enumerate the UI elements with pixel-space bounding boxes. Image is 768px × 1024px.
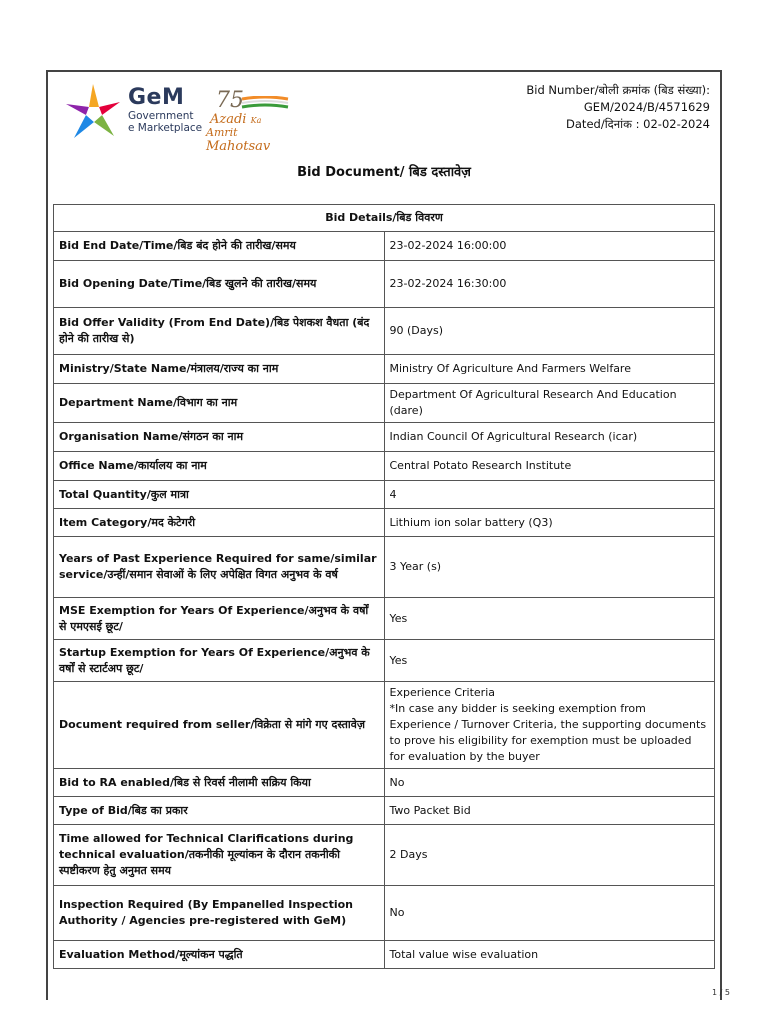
gem-logo-icon [62, 80, 124, 144]
row-label: Years of Past Experience Required for same/similar service/उन्हीं/समान सेवाओं के लिए अपेक्षित विगत अनुभव के वर्ष [54, 537, 385, 598]
table-row [54, 797, 715, 825]
row-value: No [384, 886, 715, 941]
bid-meta [526, 82, 710, 133]
row-value: 2 Days [384, 825, 715, 886]
page-number: 1 / 5 [712, 988, 730, 997]
table-row [54, 452, 715, 481]
azadi-logo [206, 88, 300, 154]
table-row [54, 232, 715, 261]
header-logos [62, 80, 312, 154]
bid-details-table [53, 204, 715, 969]
table-row [54, 308, 715, 355]
azadi-line-2: Amrit Mahotsav [206, 126, 271, 154]
table-row [54, 537, 715, 598]
table-row [54, 886, 715, 941]
row-value: Yes [384, 598, 715, 640]
tricolor-flag-icon [240, 96, 290, 110]
row-value: 4 [384, 481, 715, 509]
row-value: Indian Council Of Agricultural Research (icar) [384, 423, 715, 452]
gem-wordmark [128, 86, 202, 134]
table-row [54, 825, 715, 886]
row-label: Bid to RA enabled/बिड से रिवर्स नीलामी सक्रिय किया [54, 769, 385, 797]
row-label: Bid Offer Validity (From End Date)/बिड पेशकश वैधता (बंद होने की तारीख से) [54, 308, 385, 355]
azadi-line-1: Azadi Ka [210, 112, 262, 127]
row-value: No [384, 769, 715, 797]
row-label: MSE Exemption for Years Of Experience/अनुभव के वर्षों से एमएसई छूट/ [54, 598, 385, 640]
row-label: Startup Exemption for Years Of Experience/अनुभव के वर्षों से स्टार्टअप छूट/ [54, 640, 385, 682]
bid-number: GEM/2024/B/4571629 [583, 100, 710, 114]
table-heading-row [54, 205, 715, 232]
row-value: Total value wise evaluation [384, 941, 715, 969]
gem-sub-1: Government [128, 110, 194, 122]
row-value-line-2: *In case any bidder is seeking exemption from Experience / Turnover Criteria, the supporting documents to prove his eligibility for exemption must be uploaded for evaluation by the buyer [389, 702, 707, 763]
row-label: Type of Bid/बिड का प्रकार [54, 797, 385, 825]
table-heading: Bid Details/बिड विवरण [54, 205, 715, 232]
table-row [54, 682, 715, 769]
row-value: 23-02-2024 16:00:00 [384, 232, 715, 261]
bid-number-label: Bid Number/बोली क्रमांक (बिड संख्या): [526, 83, 710, 97]
row-value: Ministry Of Agriculture And Farmers Welfare [384, 355, 715, 384]
row-value: Yes [384, 640, 715, 682]
table-row [54, 640, 715, 682]
table-row [54, 481, 715, 509]
row-label: Item Category/मद केटेगरी [54, 509, 385, 537]
row-value: 23-02-2024 16:30:00 [384, 261, 715, 308]
table-row [54, 598, 715, 640]
row-value: Lithium ion solar battery (Q3) [384, 509, 715, 537]
row-label: Office Name/कार्यालय का नाम [54, 452, 385, 481]
gem-sub-2: e Marketplace [128, 122, 203, 134]
azadi-number: 75 [216, 88, 244, 113]
dated-label: Dated/दिनांक : [566, 117, 640, 131]
table-row [54, 423, 715, 452]
row-label: Evaluation Method/मूल्यांकन पद्धति [54, 941, 385, 969]
row-label: Time allowed for Technical Clarifications during technical evaluation/तकनीकी मूल्यांकन के दौरान तकनीकी स्पष्टीकरण हेतु अनुमत समय [54, 825, 385, 886]
table-row [54, 384, 715, 423]
row-value: Two Packet Bid [384, 797, 715, 825]
table-row [54, 261, 715, 308]
row-value: Department Of Agricultural Research And Education (dare) [384, 384, 715, 423]
bid-dated [526, 116, 710, 133]
row-label: Organisation Name/संगठन का नाम [54, 423, 385, 452]
table-row [54, 355, 715, 384]
table-row [54, 769, 715, 797]
row-value [384, 682, 715, 769]
row-label: Total Quantity/कुल मात्रा [54, 481, 385, 509]
row-label: Department Name/विभाग का नाम [54, 384, 385, 423]
row-value: 3 Year (s) [384, 537, 715, 598]
table-row [54, 509, 715, 537]
row-label: Ministry/State Name/मंत्रालय/राज्य का नाम [54, 355, 385, 384]
row-label: Document required from seller/विक्रेता से मांगे गए दस्तावेज़ [54, 682, 385, 769]
row-label: Bid Opening Date/Time/बिड खुलने की तारीख/समय [54, 261, 385, 308]
row-label: Bid End Date/Time/बिड बंद होने की तारीख/समय [54, 232, 385, 261]
table-row [54, 941, 715, 969]
row-label: Inspection Required (By Empanelled Inspection Authority / Agencies pre-registered with GeM) [54, 886, 385, 941]
row-value: Central Potato Research Institute [384, 452, 715, 481]
document-title: Bid Document/ बिड दस्तावेज़ [297, 165, 471, 180]
gem-title: GeM [128, 85, 185, 110]
row-value-line-1: Experience Criteria [389, 686, 495, 699]
dated-value: 02-02-2024 [643, 117, 710, 131]
row-value: 90 (Days) [384, 308, 715, 355]
